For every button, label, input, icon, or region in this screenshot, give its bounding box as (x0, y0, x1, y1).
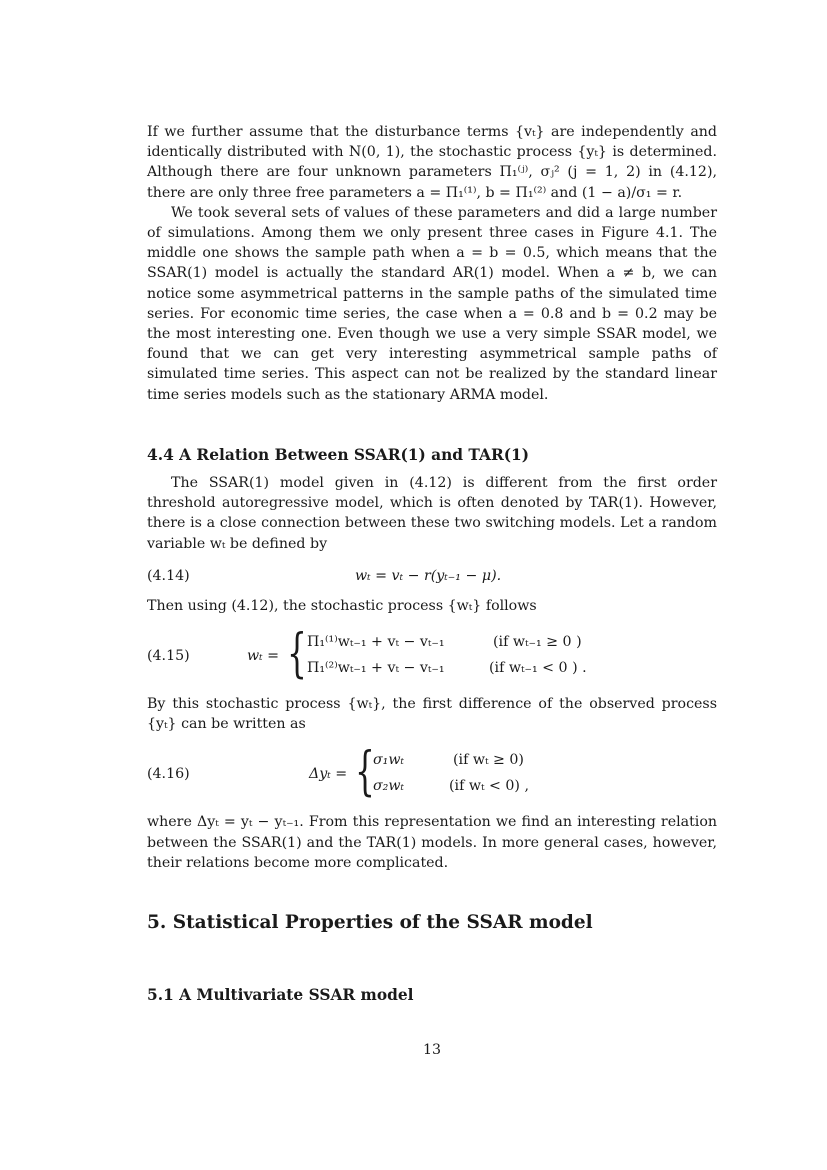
equation-lhs: wₜ = (247, 648, 280, 665)
brace-symbol: { (287, 624, 307, 685)
equation-4-15 (147, 626, 717, 688)
paper-page (147, 122, 717, 1058)
case-condition-1: (if wₜ ≥ 0) (453, 752, 524, 769)
paragraph-5: By this stochastic process {wₜ}, the first difference of the observed process {yₜ} can be written as (147, 696, 717, 733)
equation-number: (4.16) (147, 766, 190, 783)
equation-lhs: Δyₜ = (309, 766, 348, 783)
equation-number: (4.15) (147, 648, 190, 665)
paragraph-6: where Δyₜ = yₜ − yₜ₋₁. From this representation we find an interesting relation between the SSAR(1) and the TAR(1) models. In more general cases, however, their relations become more complicated. (147, 814, 717, 871)
paragraph-2: We took several sets of values of these parameters and did a large number of simulations. Among them we only present three cases in Figure 4.1. The middle one shows the sample path when a = b = 0.5, which means that the SSAR(1) model is actually the standard AR(1) model. When a ≠ b, we can notice some asymmetrical patterns in the sample paths of the simulated time series. For economic time series, the case when a = 0.8 and b = 0.2 may be the most interesting one. Even though we use a very simple SSAR model, we found that we can get very interesting asymmetrical sample paths of simulated time series. This aspect can not be realized by the standard linear time series models such as the stationary ARMA model. (147, 204, 717, 403)
equation-4-16 (147, 744, 717, 806)
equation-body: wₜ = vₜ − r(yₜ₋₁ − μ). (355, 567, 502, 584)
case-condition-1: (if wₜ₋₁ ≥ 0 ) (493, 634, 582, 651)
brace-symbol: { (355, 742, 375, 803)
paragraph-1: If we further assume that the disturbance terms {vₜ} are independently and identically distributed with N(0, 1), the stochastic process {yₜ} is determined. Although there are four unknown parameters Π₁⁽ʲ⁾, σⱼ² (j = 1, 2) in (4.12), there are only three free parameters a = Π₁⁽¹⁾, b = Π₁⁽²⁾ and (1 − a)/σ₁ = r. (147, 124, 717, 201)
case-condition-2: (if wₜ < 0) , (449, 778, 529, 795)
case-row-2: Π₁⁽²⁾wₜ₋₁ + vₜ − vₜ₋₁ (307, 660, 445, 677)
case-row-1: Π₁⁽¹⁾wₜ₋₁ + vₜ − vₜ₋₁ (307, 634, 445, 651)
section-heading-5-1: 5.1 A Multivariate SSAR model (147, 986, 414, 1005)
paragraph-4: Then using (4.12), the stochastic process {wₜ} follows (147, 597, 537, 614)
section-heading-4-4: 4.4 A Relation Between SSAR(1) and TAR(1) (147, 445, 530, 464)
case-row-1: σ₁wₜ (373, 752, 405, 769)
page-number: 13 (422, 1042, 442, 1058)
case-condition-2: (if wₜ₋₁ < 0 ) . (489, 660, 587, 677)
equation-number: (4.14) (147, 567, 190, 584)
section-heading-5: 5. Statistical Properties of the SSAR model (147, 912, 593, 934)
equation-4-14 (147, 564, 717, 590)
paragraph-3: The SSAR(1) model given in (4.12) is different from the first order threshold autoregressive model, which is often denoted by TAR(1). However, there is a close connection between these two switching models. Let a random variable wₜ be defined by (147, 475, 717, 552)
case-row-2: σ₂wₜ (373, 778, 405, 795)
